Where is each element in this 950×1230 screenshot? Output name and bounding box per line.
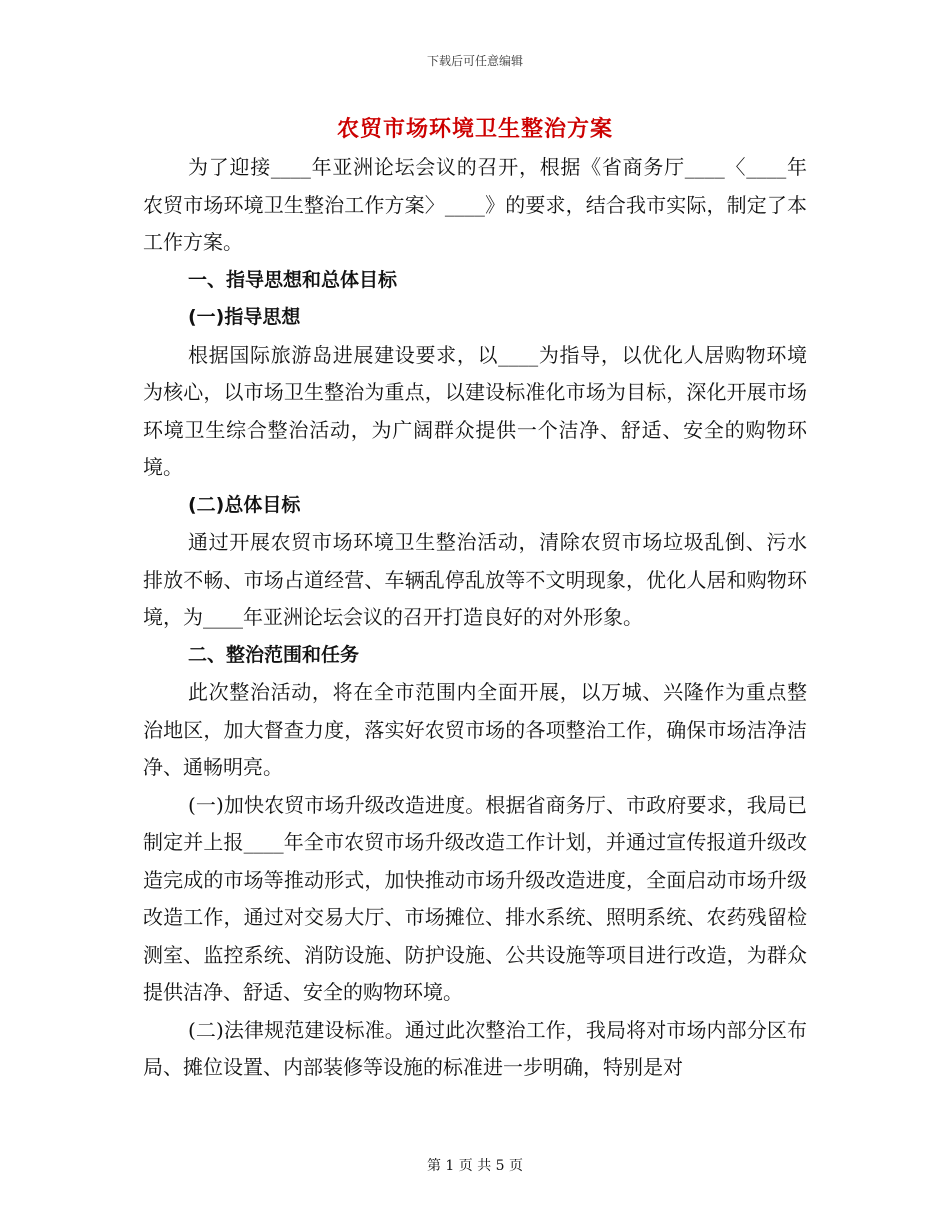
paragraph: 根据国际旅游岛进展建设要求，以____为指导，以优化人居购物环境为核心，以市场卫生整治为重点，以建设标准化市场为目标，深化开展市场环境卫生综合整治活动，为广阔群众提供一个洁净、舒适、安全的购物环境。 (143, 342, 807, 479)
subsection-heading: (二)总体目标 (188, 493, 301, 516)
paragraph: (一)加快农贸市场升级改造进度。根据省商务厅、市政府要求，我局已制定并上报____年全市农贸市场升级改造工作计划，并通过宣传报道升级改造完成的市场等推动形式，加快推动市场升级改造进度，全面启动市场升级改造工作，通过对交易大厅、市场摊位、排水系统、照明系统、农药残留检测室、监控系统、消防设施、防护设施、公共设施等项目进行改造，为群众提供洁净、舒适、安全的购物环境。 (143, 792, 807, 1004)
document-title: 农贸市场环境卫生整治方案 (336, 116, 613, 142)
header-note: 下载后可任意编辑 (426, 54, 523, 68)
subsection-heading: (一)指导思想 (188, 306, 301, 328)
paragraph: (二)法律规范建设标准。通过此次整治工作，我局将对市场内部分区布局、摊位设置、内部装修等设施的标准进一步明确，特别是对 (143, 1017, 807, 1079)
section-heading: 一、指导思想和总体目标 (188, 268, 398, 291)
document-body (143, 149, 807, 1087)
paragraph-intro: 为了迎接____年亚洲论坛会议的召开，根据《省商务厅____〈____年农贸市场环境卫生整治工作方案〉____》的要求，结合我市实际，制定了本工作方案。 (143, 155, 807, 254)
paragraph: 通过开展农贸市场环境卫生整治活动，清除农贸市场垃圾乱倒、污水排放不畅、市场占道经营、车辆乱停乱放等不文明现象，优化人居和购物环境，为____年亚洲论坛会议的召开打造良好的对外形象。 (143, 530, 807, 629)
section-heading: 二、整治范围和任务 (188, 643, 360, 666)
paragraph: 此次整治活动，将在全市范围内全面开展，以万城、兴隆作为重点整治地区，加大督查力度，落实好农贸市场的各项整治工作，确保市场洁净洁净、通畅明亮。 (143, 680, 807, 779)
page-footer: 第 1 页 共 5 页 (426, 1158, 524, 1174)
